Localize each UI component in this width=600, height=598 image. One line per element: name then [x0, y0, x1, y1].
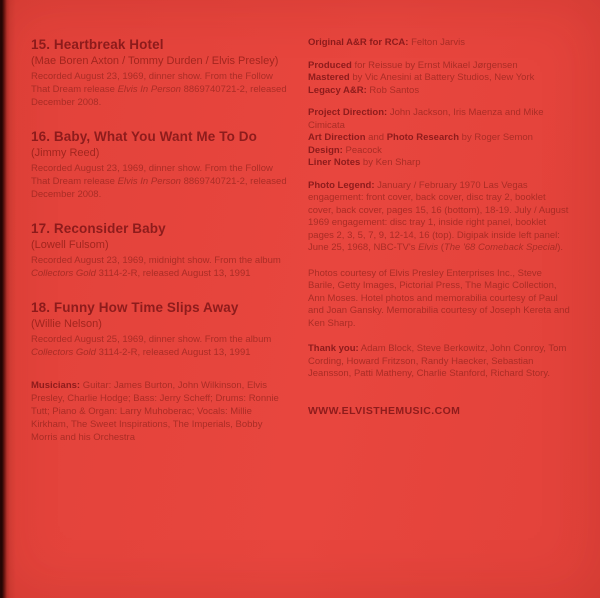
track-writers: (Jimmy Reed) [31, 147, 100, 159]
text-segment: 8869740721-2, released December 2008. [31, 176, 287, 200]
text-segment: Art Direction [308, 132, 366, 143]
track-title: 16. Baby, What You Want Me To Do [31, 129, 257, 144]
track-item [31, 221, 289, 280]
text-segment: January / February 1970 Las Vegas engagement: front cover, back cover, disc tray 2, booklet cover, back cover, pages 15, 16 (bottom), 18-19. July / August 1969 engagement: disc tray 1, inside right panel, booklet pages 2, 3, 5, 7, 9, 12-14, 16 (top). Digipak inside left panel: June 25, 1968, NBC-TV's [308, 179, 569, 253]
track-title: 15. Heartbreak Hotel [31, 37, 164, 52]
track-note [31, 254, 289, 280]
credit-line [308, 145, 570, 158]
text-segment: Design: [308, 144, 343, 156]
text-segment: John Jackson, Iris Maenza and Mike Cimicata [308, 107, 544, 131]
text-segment: Adam Block, Steve Berkowitz, John Conroy, Tom Cording, Howard Fritzson, Randy Haecker, Sebastian Jeansson, Patti Matheny, Charlie Stanford, Richard Story. [308, 343, 567, 379]
text-segment: ( [438, 242, 444, 253]
text-segment: Legacy A&R: [308, 84, 367, 96]
credit-line [308, 132, 570, 145]
credits-column [308, 37, 570, 417]
text-segment: Liner Notes [308, 157, 361, 168]
credit-group [308, 343, 570, 381]
credit-group [308, 268, 570, 331]
text-segment: Recorded August 23, 1969, midnight show. From the album [31, 255, 281, 266]
track-title: 17. Reconsider Baby [31, 221, 166, 236]
text-segment: by Ken Sharp [360, 157, 421, 168]
track-list [31, 37, 289, 359]
text-segment: Musicians: [31, 380, 81, 391]
credit-line [308, 268, 570, 331]
musicians-paragraph [31, 379, 289, 444]
text-segment: 3114-2-R, released August 13, 1991 [95, 268, 251, 279]
text-segment: Photos courtesy of Elvis Presley Enterprises Inc., Steve Barile, Getty Images, Pictorial Press, The Magic Collection, Ann Moses. Hotel photos and memorabilia courtesy of Paul and Joan Gansky. Memorabilia courtesy of Joseph Kereta and Ken Sharp. [308, 267, 570, 329]
text-segment: Peacock [342, 144, 382, 156]
text-segment: Recorded August 25, 1969, dinner show. From the album [31, 334, 272, 345]
credit-line [308, 37, 570, 50]
credit-group [308, 107, 570, 170]
track-item [31, 300, 289, 359]
credit-line [308, 343, 570, 381]
credit-line [308, 72, 570, 85]
credit-group [308, 60, 570, 98]
text-segment: Elvis In Person [117, 84, 181, 95]
text-segment: Guitar: James Burton, John Wilkinson, Elvis Presley, Charlie Hodge; Bass: Jerry Scheff; Drums: Ronnie Tutt; Piano & Organ: Larry Muhoberac; Vocals: Millie Kirkham, The Sweet Inspirations, The Imperials, Bobby Morris and his Orchestra [31, 380, 279, 443]
text-segment: by Vic Anesini at Battery Studios, New York [349, 72, 535, 83]
track-item [31, 37, 289, 109]
text-segment: Collectors Gold [31, 347, 96, 358]
text-segment: Project Direction: [308, 107, 388, 118]
text-segment: Mastered [308, 72, 350, 83]
text-segment: ). [557, 242, 563, 253]
text-segment: Collectors Gold [31, 268, 96, 279]
text-segment: 8869740721-2, released December 2008. [31, 84, 287, 108]
track-title: 18. Funny How Time Slips Away [31, 300, 239, 315]
credit-line [308, 180, 570, 255]
credit-line [308, 157, 570, 170]
text-segment: The '68 Comeback Special [443, 242, 558, 253]
text-segment: Recorded August 23, 1969, dinner show. From the Follow That Dream release [31, 163, 273, 187]
text-segment: Elvis [418, 242, 439, 253]
credit-line [308, 85, 570, 98]
text-segment: Thank you: [308, 343, 359, 354]
website-url: WWW.ELVISTHEMUSIC.COM [308, 404, 461, 417]
credit-line [308, 60, 570, 73]
track-note [31, 162, 289, 201]
track-writers: (Mae Boren Axton / Tommy Durden / Elvis Presley) [31, 55, 279, 67]
track-writers: (Lowell Fulsom) [31, 239, 109, 251]
text-segment: and [365, 132, 387, 143]
track-item [31, 129, 289, 201]
track-writers: (Willie Nelson) [31, 318, 102, 330]
credit-group [308, 37, 570, 50]
track-note [31, 70, 289, 109]
text-segment: 3114-2-R, released August 13, 1991 [95, 347, 251, 358]
track-note [31, 333, 289, 359]
text-segment: Elvis In Person [117, 176, 181, 187]
credit-group [308, 180, 570, 255]
text-segment: Photo Research [386, 132, 460, 143]
text-segment: for Reissue by Ernst Mikael Jørgensen [351, 59, 518, 71]
text-segment: Rob Santos [366, 84, 420, 96]
text-segment: Photo Legend: [308, 179, 375, 191]
text-segment: by Roger Semon [459, 132, 533, 143]
text-segment: Felton Jarvis [408, 37, 465, 48]
credits-list [308, 37, 570, 381]
track-list-column [31, 37, 289, 444]
text-segment: Produced [308, 59, 352, 71]
credit-line [308, 107, 570, 132]
text-segment: Original A&R for RCA: [308, 37, 409, 48]
text-segment: Recorded August 23, 1969, dinner show. From the Follow That Dream release [31, 71, 273, 95]
